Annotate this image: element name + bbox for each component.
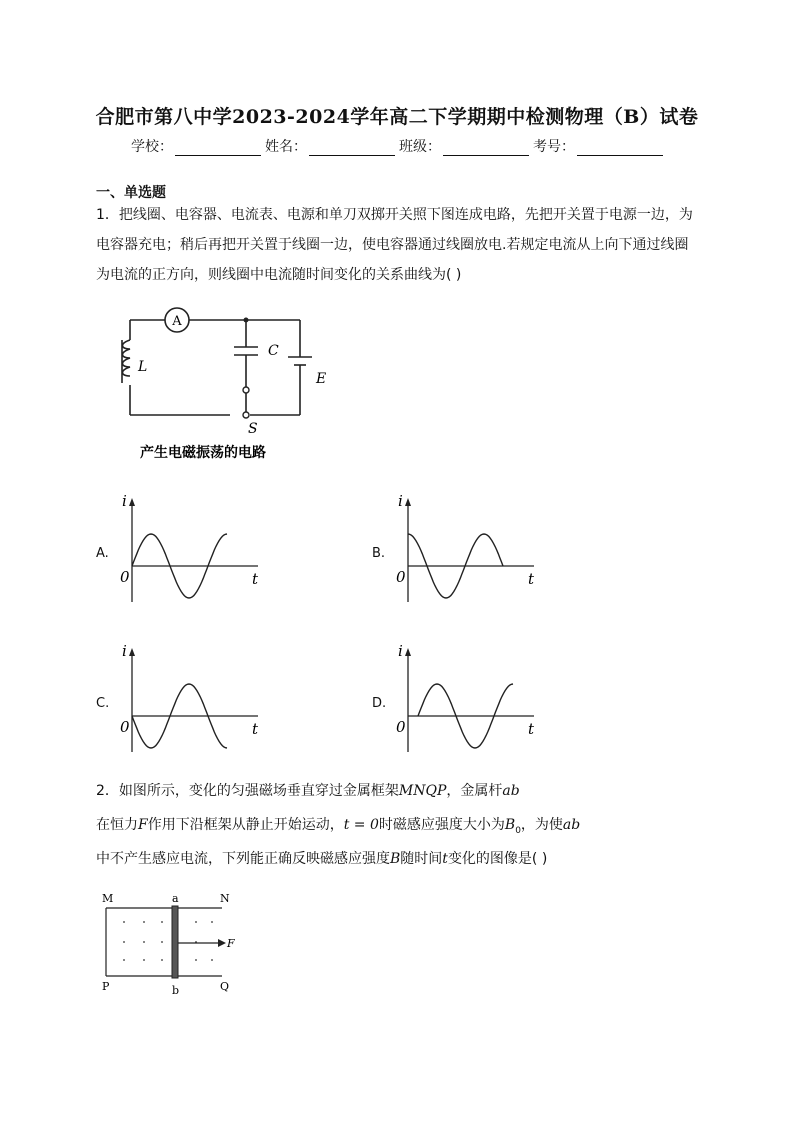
current-time-graph[interactable] bbox=[394, 490, 544, 610]
origin-label: 0 bbox=[396, 718, 406, 736]
y-axis-arrow bbox=[129, 648, 135, 656]
label-a: a bbox=[172, 892, 179, 905]
question-2-line-2: 在恒力F作用下沿框架从静止开始运动，t = 0时磁感应强度大小为$B_0$，为使ab bbox=[96, 817, 581, 836]
axis-label-i: i bbox=[122, 492, 127, 510]
lc-circuit-diagram bbox=[110, 305, 340, 465]
label-b: b bbox=[172, 984, 180, 997]
y-axis-arrow bbox=[405, 498, 411, 506]
label-F: F bbox=[227, 937, 235, 950]
option-label[interactable]: B. bbox=[372, 546, 386, 561]
metal-frame-figure bbox=[98, 888, 248, 998]
section-heading: 一、单选题 bbox=[96, 185, 166, 201]
blank-line[interactable] bbox=[577, 139, 663, 156]
label-M: M bbox=[102, 892, 114, 905]
origin-label: 0 bbox=[120, 718, 130, 736]
axis-label-t: t bbox=[252, 720, 259, 738]
inductor-label: L bbox=[138, 359, 148, 375]
option-label[interactable]: A. bbox=[96, 546, 109, 561]
page-title: 合肥市第八中学2023-2024学年高二下学期期中检测物理（B）试卷 bbox=[95, 106, 699, 128]
info-exam-number: 考号： bbox=[533, 136, 663, 156]
question-2-line-3: 中不产生感应电流，下列能正确反映磁感应强度B随时间t变化的图像是( ) bbox=[96, 851, 548, 867]
y-axis-arrow bbox=[405, 648, 411, 656]
axis-label-i: i bbox=[398, 492, 403, 510]
current-time-graph[interactable] bbox=[394, 640, 544, 760]
metal-rod bbox=[172, 906, 178, 978]
option-label[interactable]: C. bbox=[96, 696, 110, 711]
question-2-line-1: 2．如图所示，变化的匀强磁场垂直穿过金属框架MNQP，金属杆ab bbox=[96, 783, 520, 799]
capacitor-label: C bbox=[268, 343, 279, 359]
switch-label: S bbox=[248, 421, 258, 437]
battery-label: E bbox=[316, 371, 327, 387]
circuit-caption: 产生电磁振荡的电路 bbox=[140, 445, 266, 461]
blank-line[interactable] bbox=[309, 139, 395, 156]
y-axis-arrow bbox=[129, 498, 135, 506]
axis-label-t: t bbox=[528, 570, 535, 588]
axis-label-i: i bbox=[398, 642, 403, 660]
axis-label-i: i bbox=[122, 642, 127, 660]
option-label[interactable]: D. bbox=[372, 696, 387, 711]
label-P: P bbox=[102, 980, 110, 993]
question-1-text: 1．把线圈、电容器、电流表、电源和单刀双掷开关照下图连成电路，先把开关置于电源一边，为电容器充电；稍后再把开关置于线圈一边，使电容器通过线圈放电.若规定电流从上向下通过线圈为电流的正方向，则线圈中电流随时间变化的关系曲线为( ) bbox=[96, 207, 693, 283]
blank-line[interactable] bbox=[175, 139, 261, 156]
info-class: 班级： bbox=[399, 136, 529, 156]
axis-label-t: t bbox=[528, 720, 535, 738]
label-Q: Q bbox=[220, 980, 230, 993]
student-info-row bbox=[0, 136, 794, 156]
current-time-graph[interactable] bbox=[118, 490, 268, 610]
label-N: N bbox=[220, 892, 230, 905]
ammeter-label: A bbox=[172, 314, 182, 329]
origin-label: 0 bbox=[120, 568, 130, 586]
origin-label: 0 bbox=[396, 568, 406, 586]
blank-line[interactable] bbox=[443, 139, 529, 156]
info-name: 姓名： bbox=[265, 136, 395, 156]
info-school: 学校： bbox=[131, 136, 261, 156]
current-time-graph[interactable] bbox=[118, 640, 268, 760]
axis-label-t: t bbox=[252, 570, 259, 588]
